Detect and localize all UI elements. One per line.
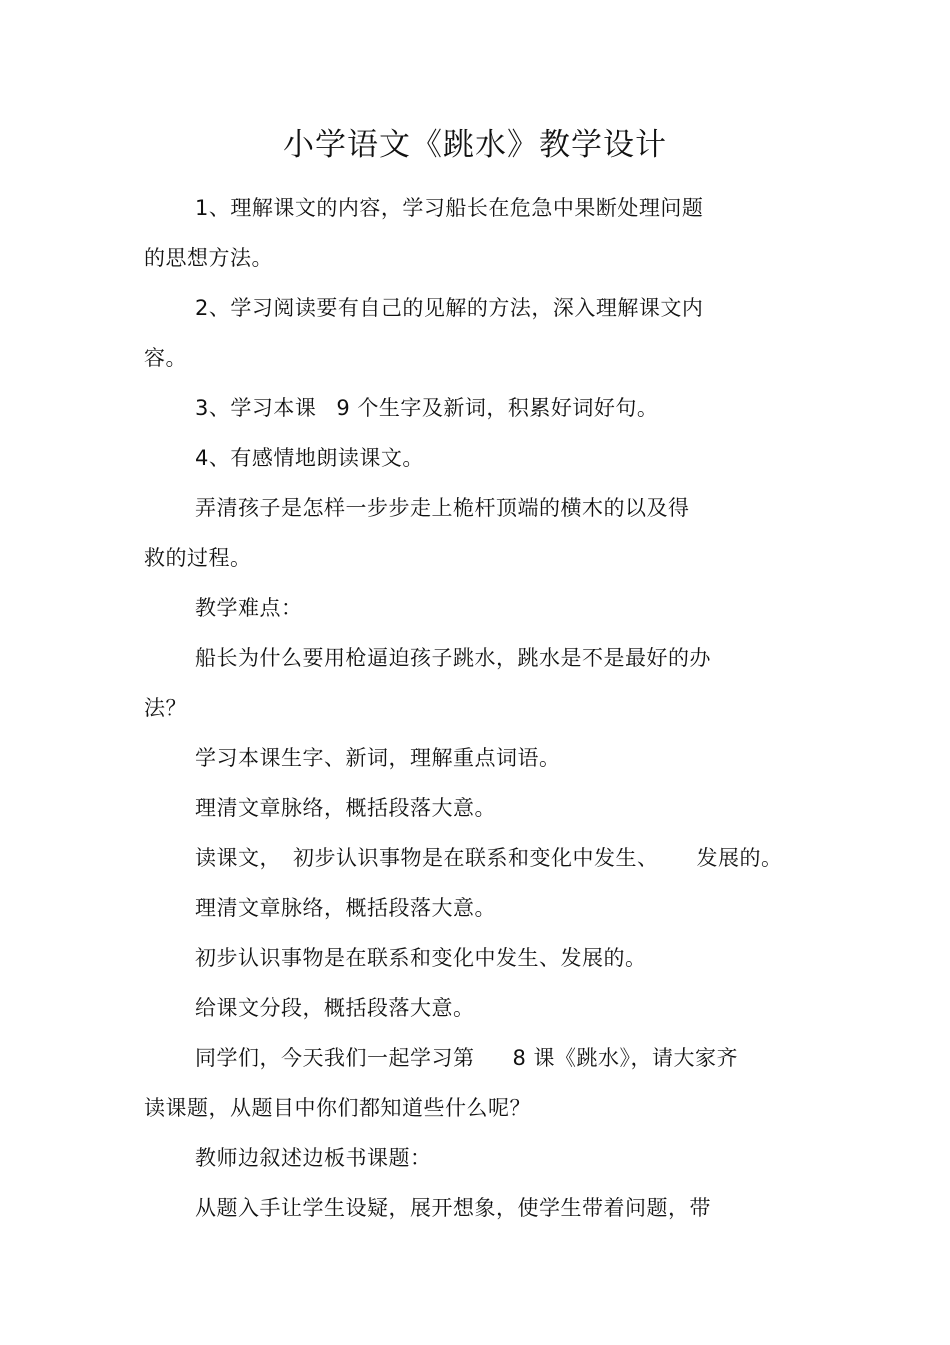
paragraph-part: 读课文， bbox=[195, 846, 281, 870]
difficulty-line-2: 法？ bbox=[144, 696, 187, 720]
document-title: 小学语文《跳水》教学设计 bbox=[283, 127, 667, 163]
paragraph-part: 发展的。 bbox=[696, 846, 783, 870]
objective-2-line-1: 2、学习阅读要有自己的见解的方法，深入理解课文内 bbox=[195, 296, 704, 320]
objective-1-line-1: 1、理解课文的内容，学习船长在危急中果断处理问题 bbox=[195, 196, 704, 220]
paragraph-part: 8 课《跳水》，请大家齐 bbox=[512, 1046, 739, 1070]
paragraph-line: 学习本课生字、新词，理解重点词语。 bbox=[195, 746, 561, 770]
paragraph-line: 理清文章脉络，概括段落大意。 bbox=[195, 896, 496, 920]
objective-2-line-2: 容。 bbox=[144, 346, 187, 370]
key-point-line-2: 救的过程。 bbox=[144, 546, 252, 570]
paragraph-line: 理清文章脉络，概括段落大意。 bbox=[195, 796, 496, 820]
difficulty-line-1: 船长为什么要用枪逼迫孩子跳水，跳水是不是最好的办 bbox=[195, 646, 711, 670]
objective-3-part-2: 9 个生字及新词，积累好词好句。 bbox=[336, 396, 659, 420]
paragraph-line: 从题入手让学生设疑，展开想象，使学生带着问题，带 bbox=[195, 1196, 711, 1220]
paragraph-line bbox=[195, 1044, 738, 1072]
paragraph-line: 教师边叙述边板书课题： bbox=[195, 1146, 432, 1170]
objective-1-line-2: 的思想方法。 bbox=[144, 246, 273, 270]
paragraph-part: 初步认识事物是在联系和变化中发生、 bbox=[293, 846, 659, 870]
difficulty-heading: 教学难点： bbox=[195, 596, 303, 620]
paragraph-line: 初步认识事物是在联系和变化中发生、发展的。 bbox=[195, 946, 647, 970]
objective-3-part-1: 3、学习本课 bbox=[195, 396, 317, 420]
paragraph-line: 给课文分段，概括段落大意。 bbox=[195, 996, 475, 1020]
objective-3-line bbox=[195, 394, 658, 422]
objective-4-line: 4、有感情地朗读课文。 bbox=[195, 446, 424, 470]
key-point-line-1: 弄清孩子是怎样一步步走上桅杆顶端的横木的以及得 bbox=[195, 496, 690, 520]
paragraph-line bbox=[195, 844, 783, 872]
paragraph-part: 同学们，今天我们一起学习第 bbox=[195, 1046, 475, 1070]
paragraph-line: 读课题，从题目中你们都知道些什么呢？ bbox=[144, 1096, 531, 1120]
